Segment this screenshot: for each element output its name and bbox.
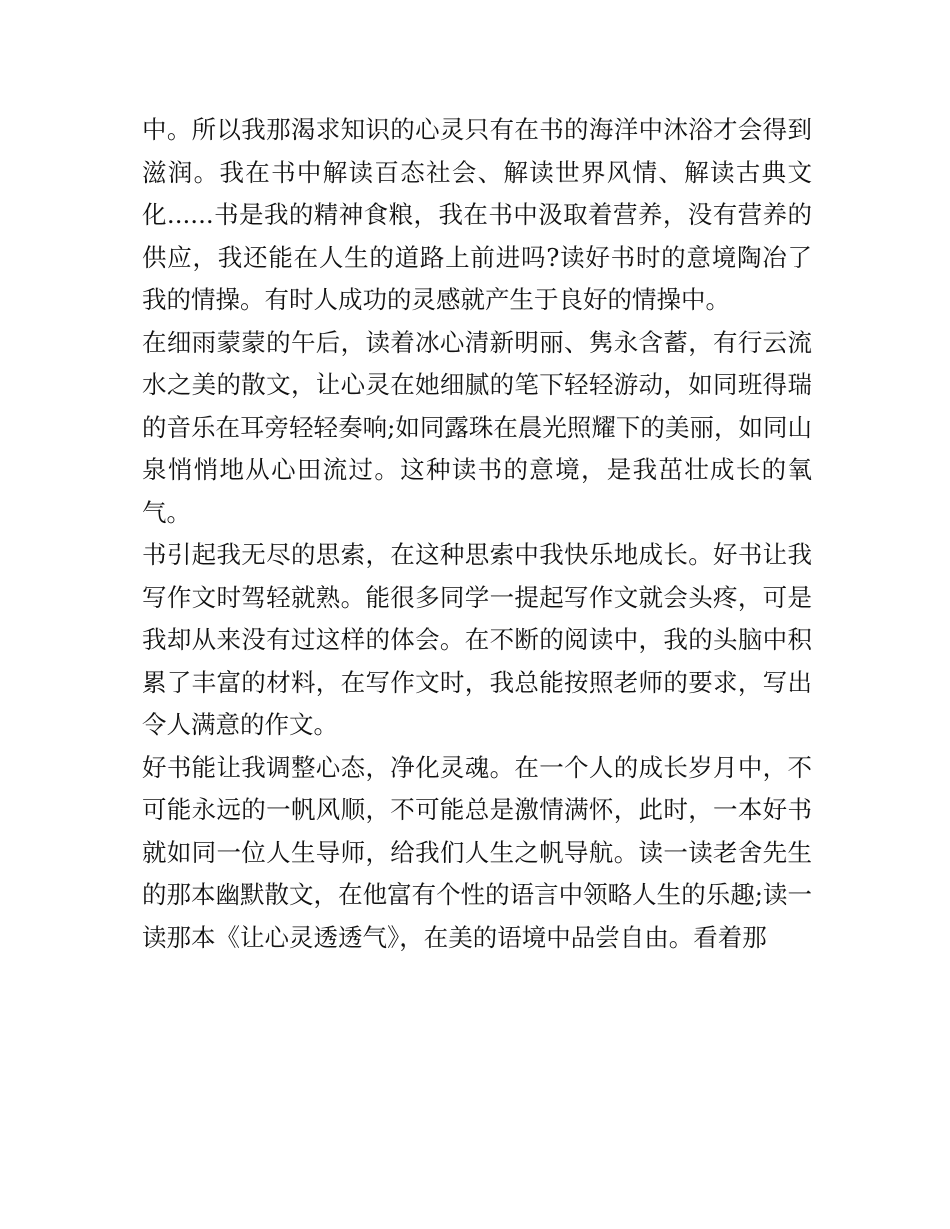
document-body — [142, 109, 812, 959]
paragraph-4: 好书能让我调整心态，净化灵魂。在一个人的成长岁月中，不可能永远的一帆风顺，不可能总是激情满怀，此时，一本好书就如同一位人生导师，给我们人生之帆导航。读一读老舍先生的那本幽默散文，在他富有个性的语言中领略人生的乐趣;读一读那本《让心灵透透气》，在美的语境中品尝自由。看着那 — [142, 752, 812, 952]
paragraph-1: 中。所以我那渴求知识的心灵只有在书的海洋中沐浴才会得到滋润。我在书中解读百态社会、解读世界风情、解读古典文化......书是我的精神食粮，我在书中汲取着营养，没有营养的供应，我还能在人生的道路上前进吗?读好书时的意境陶冶了我的情操。有时人成功的灵感就产生于良好的情操中。 — [142, 115, 812, 314]
paragraph-3: 书引起我无尽的思索，在这种思索中我快乐地成长。好书让我写作文时驾轻就熟。能很多同学一提起写作文就会头疼，可是我却从来没有过这样的体会。在不断的阅读中，我的头脑中积累了丰富的材料，在写作文时，我总能按照老师的要求，写出令人满意的作文。 — [142, 540, 812, 739]
paragraph-2: 在细雨蒙蒙的午后，读着冰心清新明丽、隽永含蓄，有行云流水之美的散文，让心灵在她细腻的笔下轻轻游动，如同班得瑞的音乐在耳旁轻轻奏响;如同露珠在晨光照耀下的美丽，如同山泉悄悄地从心田流过。这种读书的意境，是我茁壮成长的氧气。 — [142, 327, 812, 527]
